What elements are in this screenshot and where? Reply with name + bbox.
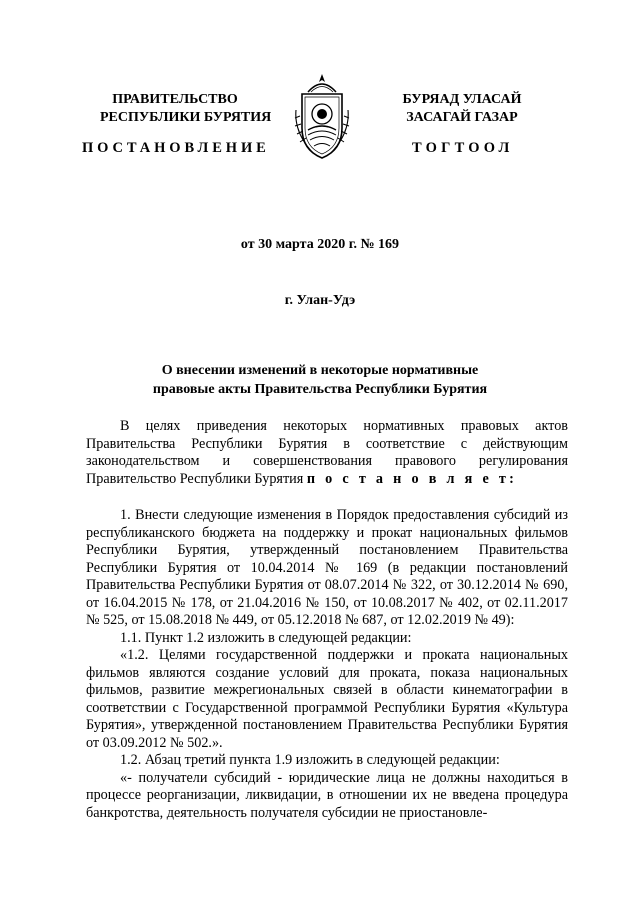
buryat-name-line: БУРЯАД УЛАСАЙ: [402, 92, 522, 107]
decree-verb: п о с т а н о в л я е т:: [306, 470, 518, 487]
government-name-line: ПРАВИТЕЛЬСТВО: [112, 92, 238, 107]
decree-type-russian: ПОСТАНОВЛЕНИЕ: [82, 140, 270, 156]
decree-city: г. Улан-Удэ: [284, 293, 356, 308]
decree-title-line-1: О внесении изменений в некоторые нормативные: [161, 363, 479, 378]
preamble-text: В целях приведения некоторых нормативных правовых актов Правительства Республики Бурятия в соответствие с действующим законодательством и совершенствования правового регулирования Правительство Республики Бурятия: [86, 418, 568, 487]
item-1-1-paragraph: 1.1. Пункт 1.2 изложить в следующей редакции:: [120, 629, 412, 646]
coat-of-arms-emblem: [292, 70, 352, 162]
item-1-9-text-paragraph: «- получатели субсидий - юридические лица не должны находиться в процессе реорганизации, ликвидации, в отношении их не введена процедура банкротства, деятельность получателя субсидии не приостановле-: [86, 769, 568, 821]
decree-body: [86, 507, 568, 822]
republic-name-line: РЕСПУБЛИКИ БУРЯТИЯ: [100, 110, 272, 125]
buryat-government-line: ЗАСАГАЙ ГАЗАР: [406, 110, 518, 125]
preamble: [86, 418, 568, 488]
item-1-2-paragraph: 1.2. Абзац третий пункта 1.9 изложить в следующей редакции:: [120, 752, 500, 768]
preamble-paragraph: [86, 418, 568, 488]
decree-type-buryat: ТОГТООЛ: [412, 140, 514, 156]
government-name-buryat: [382, 91, 542, 127]
decree-title-line-2: правовые акты Правительства Республики Бурятия: [152, 382, 488, 397]
government-name-russian: [100, 91, 272, 127]
item-1-2-text-paragraph: «1.2. Целями государственной поддержки и проката национальных фильмов являются создание условий для проката, показа национальных фильмов, развитие межрегиональных связей в области кинематографии в соответствии с Государственной программой Республики Бурятия «Культура Бурятия», утвержденной постановлением Правительства Республики Бурятия от 03.09.2012 № 502.».: [86, 647, 568, 751]
decree-date-number: от 30 марта 2020 г. № 169: [240, 237, 400, 252]
item-1-paragraph: 1. Внести следующие изменения в Порядок предоставления субсидий из республиканского бюджета на поддержку и прокат национальных фильмов Республики Бурятия, утвержденный постановлением Правительства Республики Бурятия от 10.04.2014 № 169 (в редакции постановлений Правительства Республики Бурятия от 08.07.2014 № 322, от 30.12.2014 № 690, от 16.04.2015 № 178, от 21.04.2016 № 150, от 10.08.2017 № 402, от 02.11.2017 № 525, от 15.08.2018 № 449, от 05.12.2018 № 687, от 12.02.2019 № 49):: [86, 507, 568, 628]
